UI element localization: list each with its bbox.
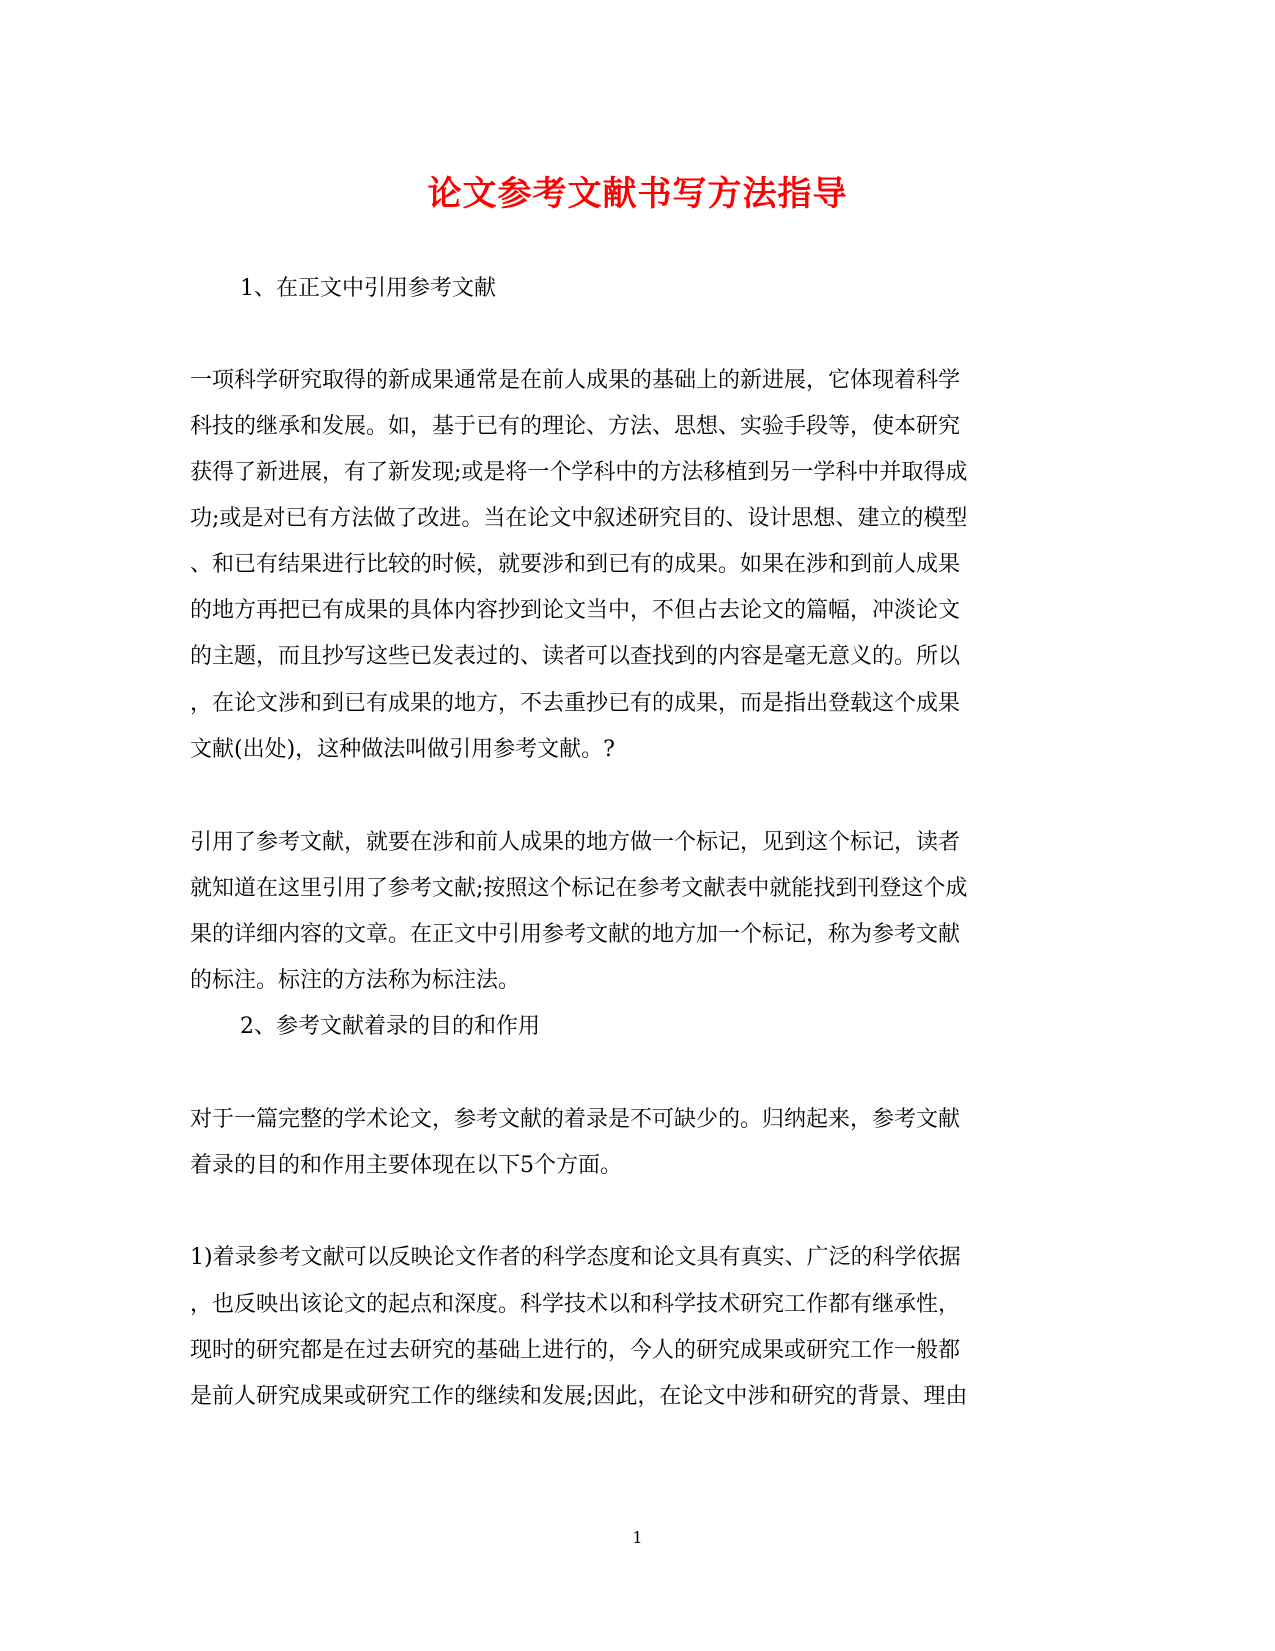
paragraph-line: 文献(出处)，这种做法叫做引用参考文献。? [190, 737, 615, 762]
paragraph-line: 的标注。标注的方法称为标注法。 [190, 968, 521, 993]
paragraph-line: 对于一篇完整的学术论文，参考文献的着录是不可缺少的。归纳起来，参考文献 [190, 1107, 961, 1132]
document-title: 论文参考文献书写方法指导 [427, 174, 848, 214]
paragraph-line: 1)着录参考文献可以反映论文作者的科学态度和论文具有真实、广泛的科学依据 [190, 1245, 961, 1270]
section-heading-1: 1、在正文中引用参考文献 [240, 276, 496, 301]
paragraph-line: 获得了新进展，有了新发现;或是将一个学科中的方法移植到另一学科中并取得成 [190, 460, 968, 485]
paragraph-line: ，在论文涉和到已有成果的地方，不去重抄已有的成果，而是指出登载这个成果 [190, 691, 961, 716]
paragraph-line: 的主题，而且抄写这些已发表过的、读者可以查找到的内容是毫无意义的。所以 [190, 644, 961, 669]
paragraph-line: ，也反映出该论文的起点和深度。科学技术以和科学技术研究工作都有继承性， [190, 1292, 961, 1317]
paragraph-line: 就知道在这里引用了参考文献;按照这个标记在参考文献表中就能找到刊登这个成 [190, 876, 968, 901]
paragraph-line: 科技的继承和发展。如，基于已有的理论、方法、思想、实验手段等，使本研究 [190, 414, 961, 439]
paragraph-line: 一项科学研究取得的新成果通常是在前人成果的基础上的新进展，它体现着科学 [190, 368, 961, 393]
paragraph-line: 的地方再把已有成果的具体内容抄到论文当中，不但占去论文的篇幅，冲淡论文 [190, 598, 961, 623]
paragraph-line: 引用了参考文献，就要在涉和前人成果的地方做一个标记，见到这个标记，读者 [190, 830, 961, 855]
paragraph-line: 、和已有结果进行比较的时候，就要涉和到已有的成果。如果在涉和到前人成果 [190, 552, 961, 577]
paragraph-line: 是前人研究成果或研究工作的继续和发展;因此，在论文中涉和研究的背景、理由 [190, 1384, 968, 1409]
paragraph-line: 功;或是对已有方法做了改进。当在论文中叙述研究目的、设计思想、建立的模型 [190, 506, 968, 531]
paragraph-line: 果的详细内容的文章。在正文中引用参考文献的地方加一个标记，称为参考文献 [190, 922, 961, 947]
paragraph-line: 现时的研究都是在过去研究的基础上进行的，今人的研究成果或研究工作一般都 [190, 1338, 961, 1363]
page-number: 1 [632, 1528, 643, 1547]
section-heading-2: 2、参考文献着录的目的和作用 [240, 1014, 540, 1039]
paragraph-line: 着录的目的和作用主要体现在以下5个方面。 [190, 1153, 622, 1178]
